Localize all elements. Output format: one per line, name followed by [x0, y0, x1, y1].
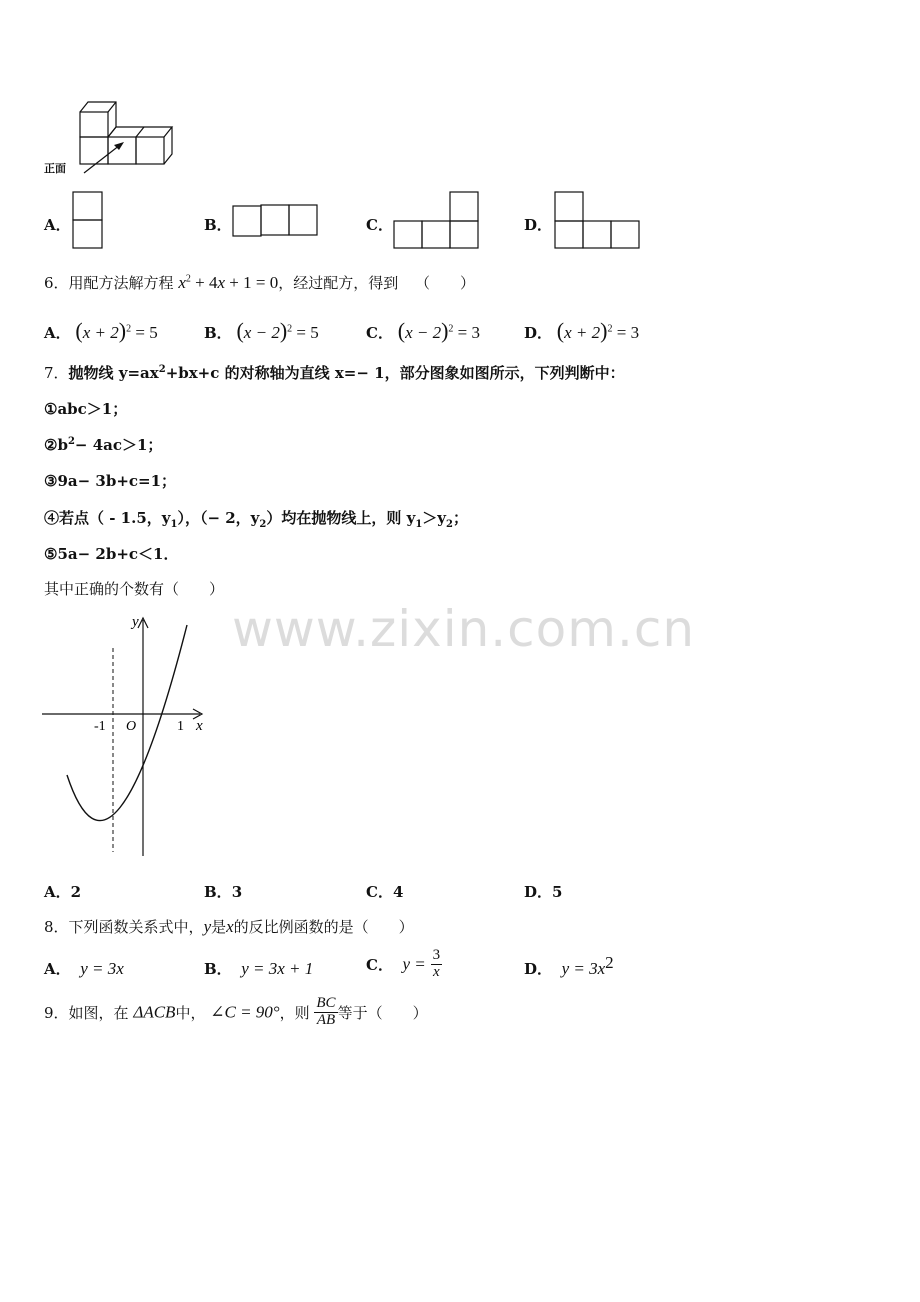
q5-option-a-letter: A．	[44, 216, 71, 234]
q8-option-d-expr: y = 3x	[561, 959, 606, 978]
q6-option-c-rhs: = 3	[457, 323, 481, 342]
q9-stem: 9．如图，在 ΔACB中， ∠C = 90°，则 $\frac{BC}{AB}$ 等于（ ）	[44, 995, 428, 1028]
q9-fraction: $\frac{BC}{AB}$	[316, 995, 336, 1028]
q5-option-c-letter: C．	[366, 216, 393, 234]
q6-equation: $x^2 + 4x + 1 = 0$	[178, 273, 279, 292]
q6-option-d: D． $(x + 2)^2 = 3$	[524, 318, 640, 343]
q8-option-c-numerator: 3	[432, 947, 441, 963]
q6-option-c: C． $(x - 2)^2 = 3$	[366, 318, 481, 343]
q7-graph-x-label: x	[196, 718, 203, 734]
q7-option-a: A．2	[44, 883, 82, 901]
q6-option-c-lhs: x − 2	[405, 323, 442, 342]
q7-parabola-graph	[40, 610, 220, 865]
q7-option-d: D．5	[524, 883, 563, 901]
q8-option-c: C． y = $\frac{3}{x}$	[366, 947, 441, 980]
q7-statement-4: ④若点（ - 1.5，$y_1$），（− 2，$y_2$）均在抛物线上，则 $y_1>y_2$；	[44, 509, 468, 530]
q6-stem-before: 用配方法解方程	[68, 274, 174, 292]
q7-option-c: C．4	[366, 883, 404, 901]
q8-option-d: D． $y = 3x^2$	[524, 953, 614, 978]
q5-option-b-figure	[232, 204, 322, 238]
watermark: www.zixin.com.cn	[232, 600, 696, 658]
q6-option-a: A． $(x + 2)^2 = 5$	[44, 318, 158, 343]
q8-option-a: A． y = 3x	[44, 959, 124, 978]
q6-option-d-lhs: x + 2	[564, 323, 601, 342]
q7-graph-one: 1	[177, 719, 184, 734]
q7-graph-origin: O	[126, 719, 137, 734]
q9-triangle: ΔACB	[133, 1002, 176, 1022]
q7-ask: 其中正确的个数有（ ）	[44, 580, 225, 598]
q5-option-d-letter: D．	[524, 216, 553, 234]
q6-stem	[44, 272, 475, 293]
q6-number: 6．	[44, 274, 69, 292]
q7-statement-1: ①abc＞1；	[44, 400, 128, 418]
q7-graph-y-label: y	[132, 614, 139, 630]
q7-graph-minus-one: -1	[94, 719, 106, 734]
q5-option-a-figure	[72, 191, 106, 251]
q7-option-b: B．3	[204, 883, 243, 901]
q8-stem: 8．下列函数关系式中，y是x的反比例函数的是（ ）	[44, 917, 414, 936]
q6-option-a-rhs: = 5	[135, 323, 158, 342]
q6-option-b-lhs: x − 2	[243, 323, 280, 342]
q7-number: 7．	[44, 364, 69, 382]
q6-option-a-lhs: x + 2	[82, 323, 119, 342]
q7-statement-3: ③9a− 3b+c=1；	[44, 472, 177, 490]
q5-front-label: 正面	[44, 162, 66, 175]
q8-option-c-denominator: x	[432, 963, 440, 980]
q5-option-c-figure	[393, 191, 483, 251]
q6-option-b-rhs: = 5	[296, 323, 319, 342]
q6-blank: （ ）	[415, 274, 476, 292]
q5-option-d-figure	[554, 191, 644, 251]
q7-stem: 7．抛物线 $y=ax^2+bx+c$ 的对称轴为直线 x=− 1，部分图象如图所示，下列判断中：	[44, 364, 625, 382]
q6-option-d-rhs: = 3	[616, 323, 640, 342]
q7-statement-5: ⑤5a− 2b+c＜1．	[44, 545, 179, 563]
q7-statement-2: $②b^2- 4ac>1$；	[44, 436, 163, 454]
q6-stem-after: ，经过配方，得到	[278, 274, 399, 292]
q8-option-b: B． y = 3x + 1	[204, 959, 314, 978]
q8-option-a-expr: y = 3x	[80, 959, 124, 978]
q9-angle: ∠C = 90°	[210, 1002, 280, 1022]
q8-option-b-expr: y = 3x + 1	[241, 959, 314, 978]
q6-option-b: B． $(x - 2)^2 = 5$	[204, 318, 319, 343]
q5-option-b-letter: B．	[204, 216, 232, 234]
